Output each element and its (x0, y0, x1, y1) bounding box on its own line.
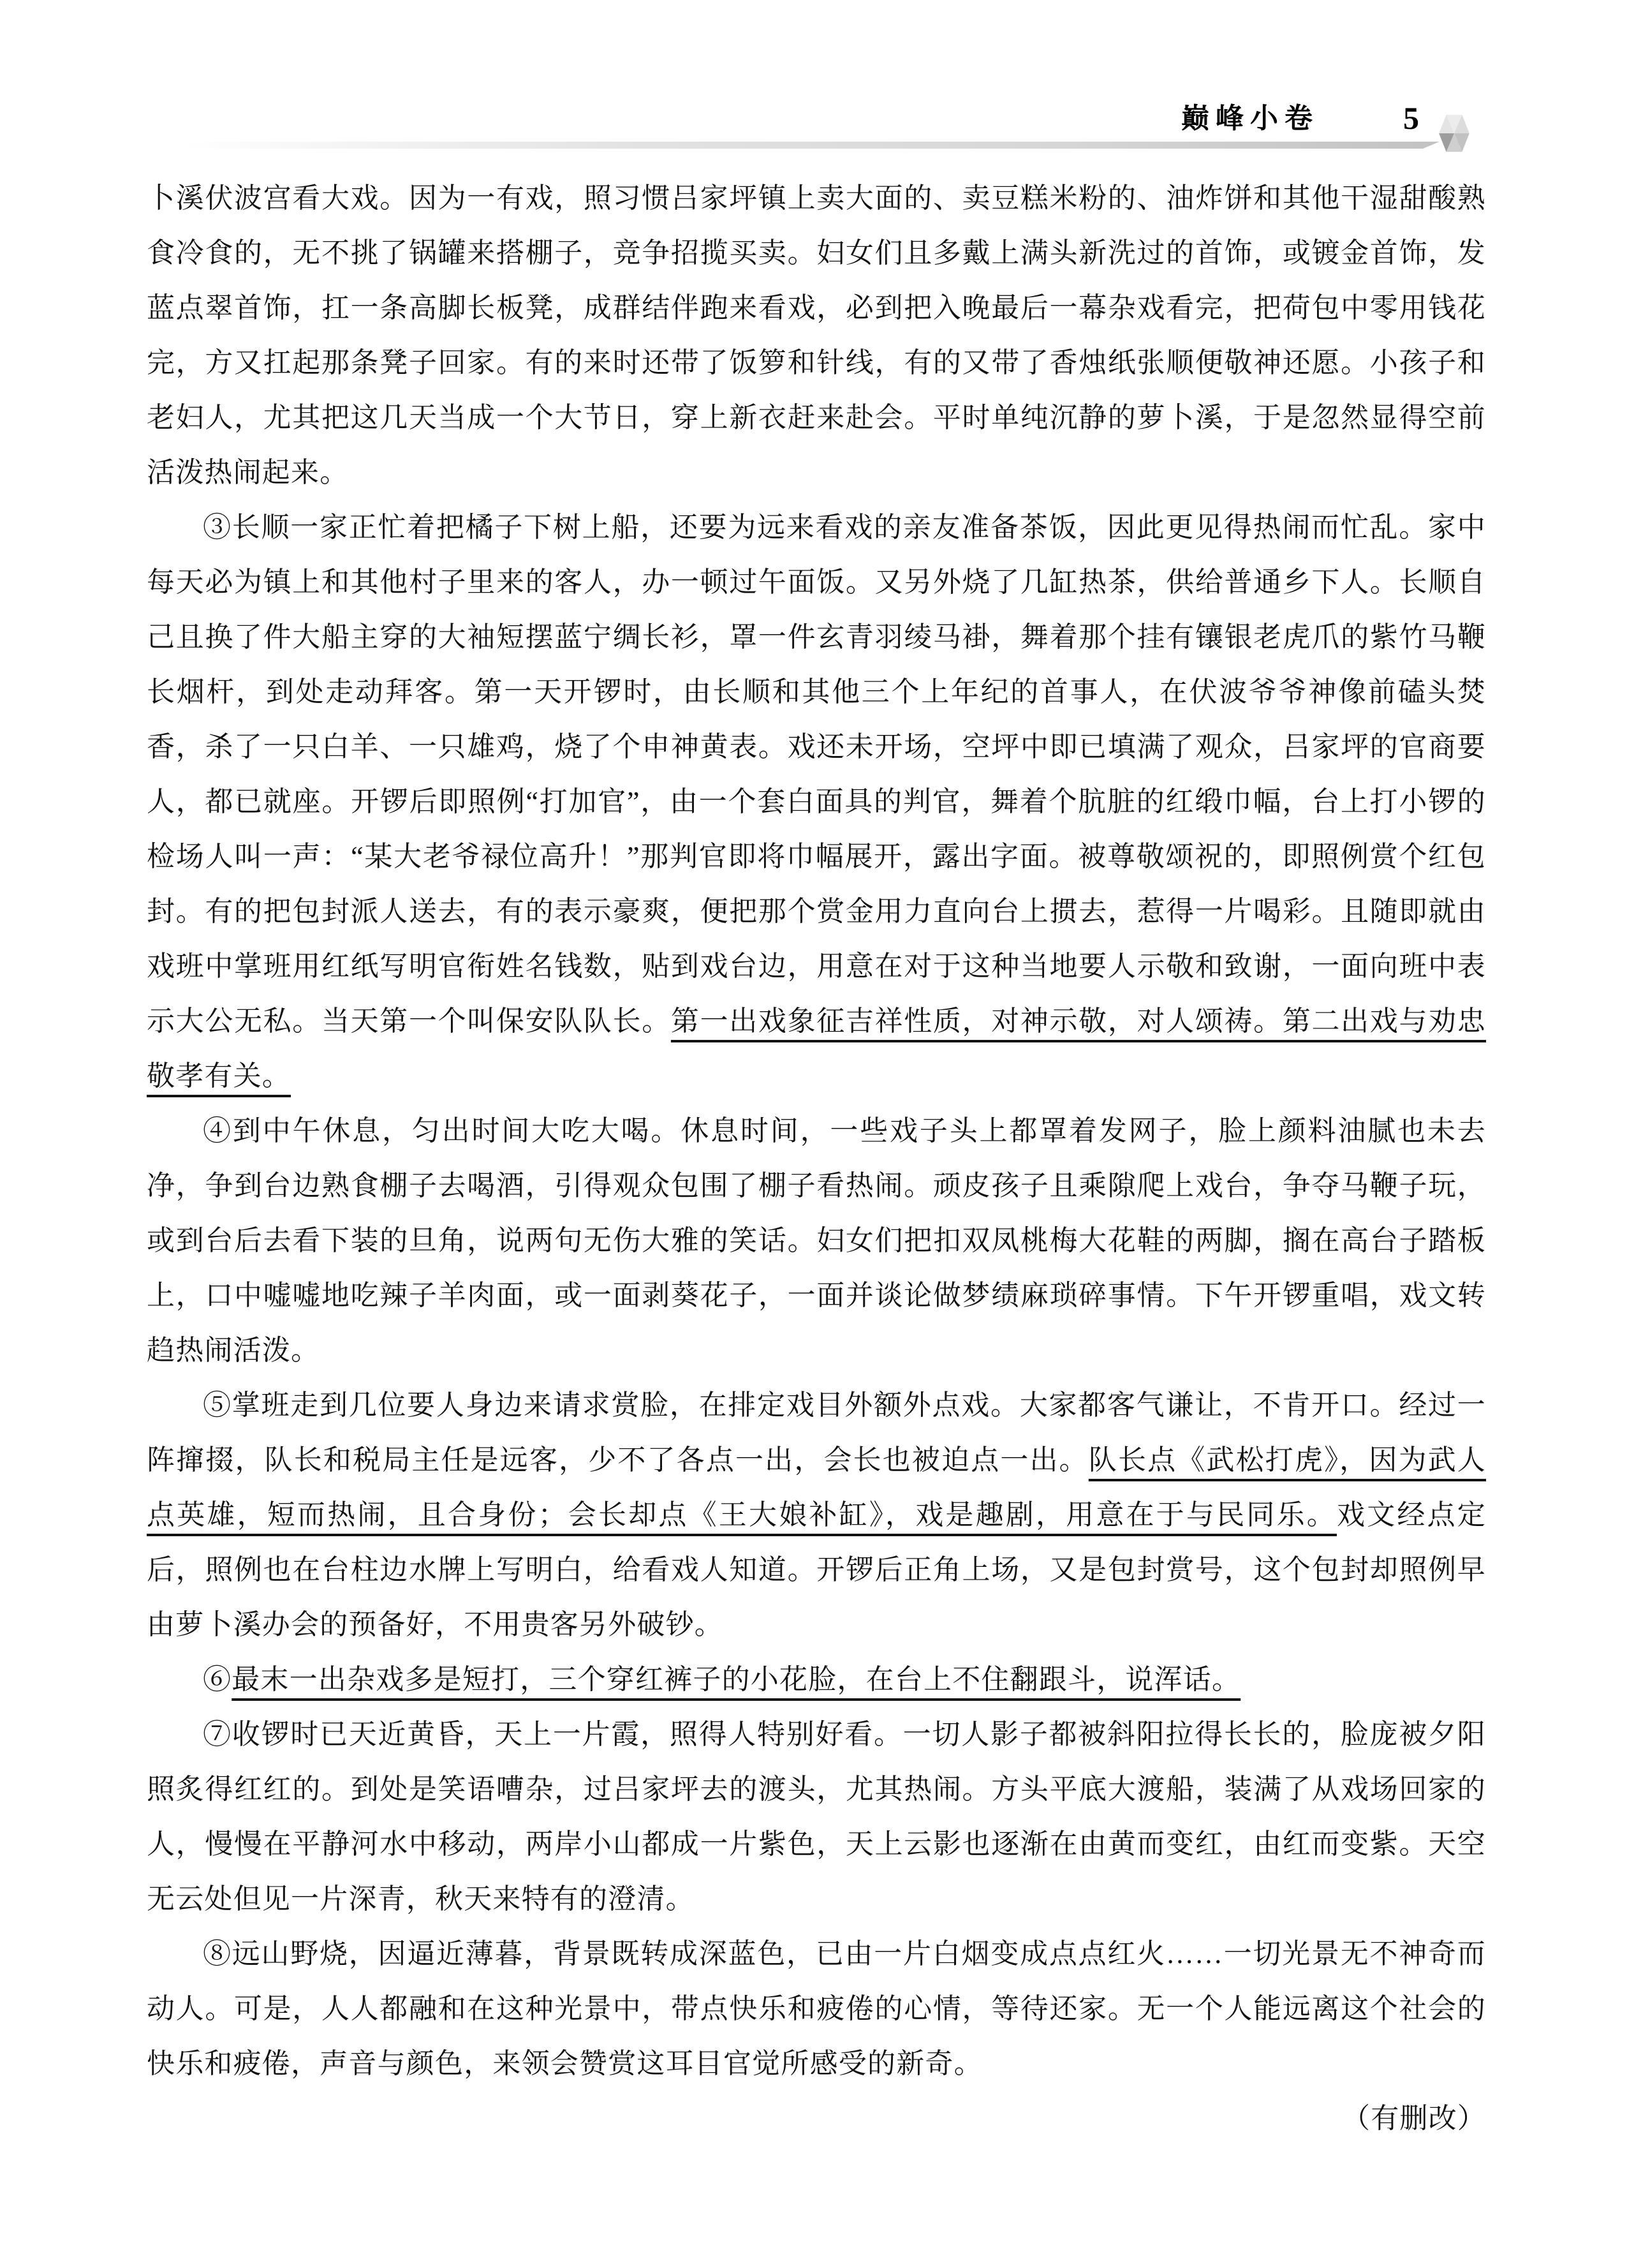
paragraph (147, 1707, 1486, 1927)
passage-segment: ④到中午休息，匀出时间大吃大喝。休息时间，一些戏子头上都罩着发网子，脸上颜料油腻也未去净，争到台边熟食棚子去喝酒，引得观众包围了棚子看热闹。顽皮孩子且乘隙爬上戏台，争夺马鞭子玩，或到台后去看下装的旦角，说两句无伤大雅的笑话。妇女们把扣双凤桃梅大花鞋的两脚，搁在高台子踏板上，口中嘘嘘地吃辣子羊肉面，或一面剥葵花子，一面并谈论做梦绩麻琐碎事情。下午开锣重唱，戏文转趋热闹活泼。 (147, 1115, 1486, 1366)
passage-segment: ⑧远山野烧，因逼近薄暮，背景既转成深蓝色，已由一片白烟变成点点红火……一切光景无不神奇而动人。可是，人人都融和在这种光景中，带点快乐和疲倦的心情，等待还家。无一个人能远离这个社会的快乐和疲倦，声音与颜色，来领会赞赏这耳目官觉所感受的新奇。 (147, 1938, 1486, 2079)
underlined-sentence: 第一出戏象征吉祥性质，对神示敬，对人颂祷。第二出戏与劝忠敬孝有关。 (147, 1005, 1486, 1092)
underlined-sentence: 队长点《武松打虎》，因为武人点英雄，短而热闹，且合身份；会长却点《王大娘补缸》，戏是趣剧，用意在于与民同乐。 (147, 1444, 1486, 1531)
paragraph (147, 1927, 1486, 2091)
paragraph (147, 1104, 1486, 1378)
passage-segment: ⑤掌班走到几位要人身边来请求赏脸，在排定戏目外额外点戏。大家都客气谦让，不肯开口。经过一阵撺掇，队长和税局主任是远客，少不了各点一出，会长也被迫点一出。 (147, 1390, 1486, 1476)
paragraph (147, 1378, 1486, 1652)
passage-segment: 戏文经点定后，照例也在台柱边水牌上写明白，给看戏人知道。开锣后正角上场，又是包封赏号，这个包封却照例早由萝卜溪办会的预备好，不用贵客另外破钞。 (147, 1499, 1486, 1640)
paragraph (147, 171, 1486, 500)
attribution-note: （有删改） (1342, 2103, 1486, 2134)
reading-passage (147, 171, 1486, 2146)
header-title: 巅峰小卷 (1181, 103, 1319, 134)
page-number: 5 (1403, 100, 1419, 136)
passage-segment: 卜溪伏波宫看大戏。因为一有戏，照习惯吕家坪镇上卖大面的、卖豆糕米粉的、油炸饼和其他干湿甜酸熟食冷食的，无不挑了锅罐来搭棚子，竞争招揽买卖。妇女们且多戴上满头新洗过的首饰，或镀金首饰，发蓝点翠首饰，扛一条高脚长板凳，成群结伴跑来看戏，必到把入晚最后一幕杂戏看完，把荷包中零用钱花完，方又扛起那条凳子回家。有的来时还带了饭箩和针线，有的又带了香烛纸张顺便敬神还愿。小孩子和老妇人，尤其把这几天当成一个大节日，穿上新衣赶来赴会。平时单纯沉静的萝卜溪，于是忽然显得空前活泼热闹起来。 (147, 182, 1486, 488)
header-rule (182, 142, 1439, 149)
passage-segment: ⑥ (203, 1664, 232, 1695)
page-header (0, 0, 1627, 172)
passage-segment: ③长顺一家正忙着把橘子下树上船，还要为远来看戏的亲友准备茶饭，因此更见得热闹而忙乱。家中每天必为镇上和其他村子里来的客人，办一顿过午面饭。又另外烧了几缸热茶，供给普通乡下人。长顺自己且换了件大船主穿的大袖短摆蓝宁绸长衫，罩一件玄青羽绫马褂，舞着那个挂有镶银老虎爪的紫竹马鞭长烟杆，到处走动拜客。第一天开锣时，由长顺和其他三个上年纪的首事人，在伏波爷爷神像前磕头焚香，杀了一只白羊、一只雄鸡，烧了个申神黄表。戏还未开场，空坪中即已填满了观众，吕家坪的官商要人，都已就座。开锣后即照例“打加官”，由一个套白面具的判官，舞着个肮脏的红缎巾幅，台上打小锣的检场人叫一声：“某大老爷禄位高升！”那判官即将巾幅展开，露出字面。被尊敬颂祝的，即照例赏个红包封。有的把包封派人送去，有的表示豪爽，便把那个赏金用力直向台上掼去，惹得一片喝彩。且随即就由戏班中掌班用红纸写明官衔姓名钱数，贴到戏台边，用意在对于这种当地要人示敬和致谢，一面向班中表示大公无私。当天第一个叫保安队队长。 (147, 512, 1486, 1037)
underlined-sentence: 最末一出杂戏多是短打，三个穿红裤子的小花脸，在台上不住翻跟斗，说浑话。 (232, 1664, 1241, 1695)
paragraph (147, 1652, 1486, 1707)
paragraph (147, 500, 1486, 1104)
passage-segment: ⑦收锣时已天近黄昏，天上一片霞，照得人特别好看。一切人影子都被斜阳拉得长长的，脸庞被夕阳照炙得红红的。到处是笑语嘈杂，过吕家坪去的渡头，尤其热闹。方头平底大渡船，装满了从戏场回家的人，慢慢在平静河水中移动，两岸小山都成一片紫色，天上云影也逐渐在由黄而变红，由红而变紫。天空无云处但见一片深青，秋天来特有的澄清。 (147, 1719, 1486, 1915)
hexagon-facet-ornament-icon (1439, 115, 1469, 152)
